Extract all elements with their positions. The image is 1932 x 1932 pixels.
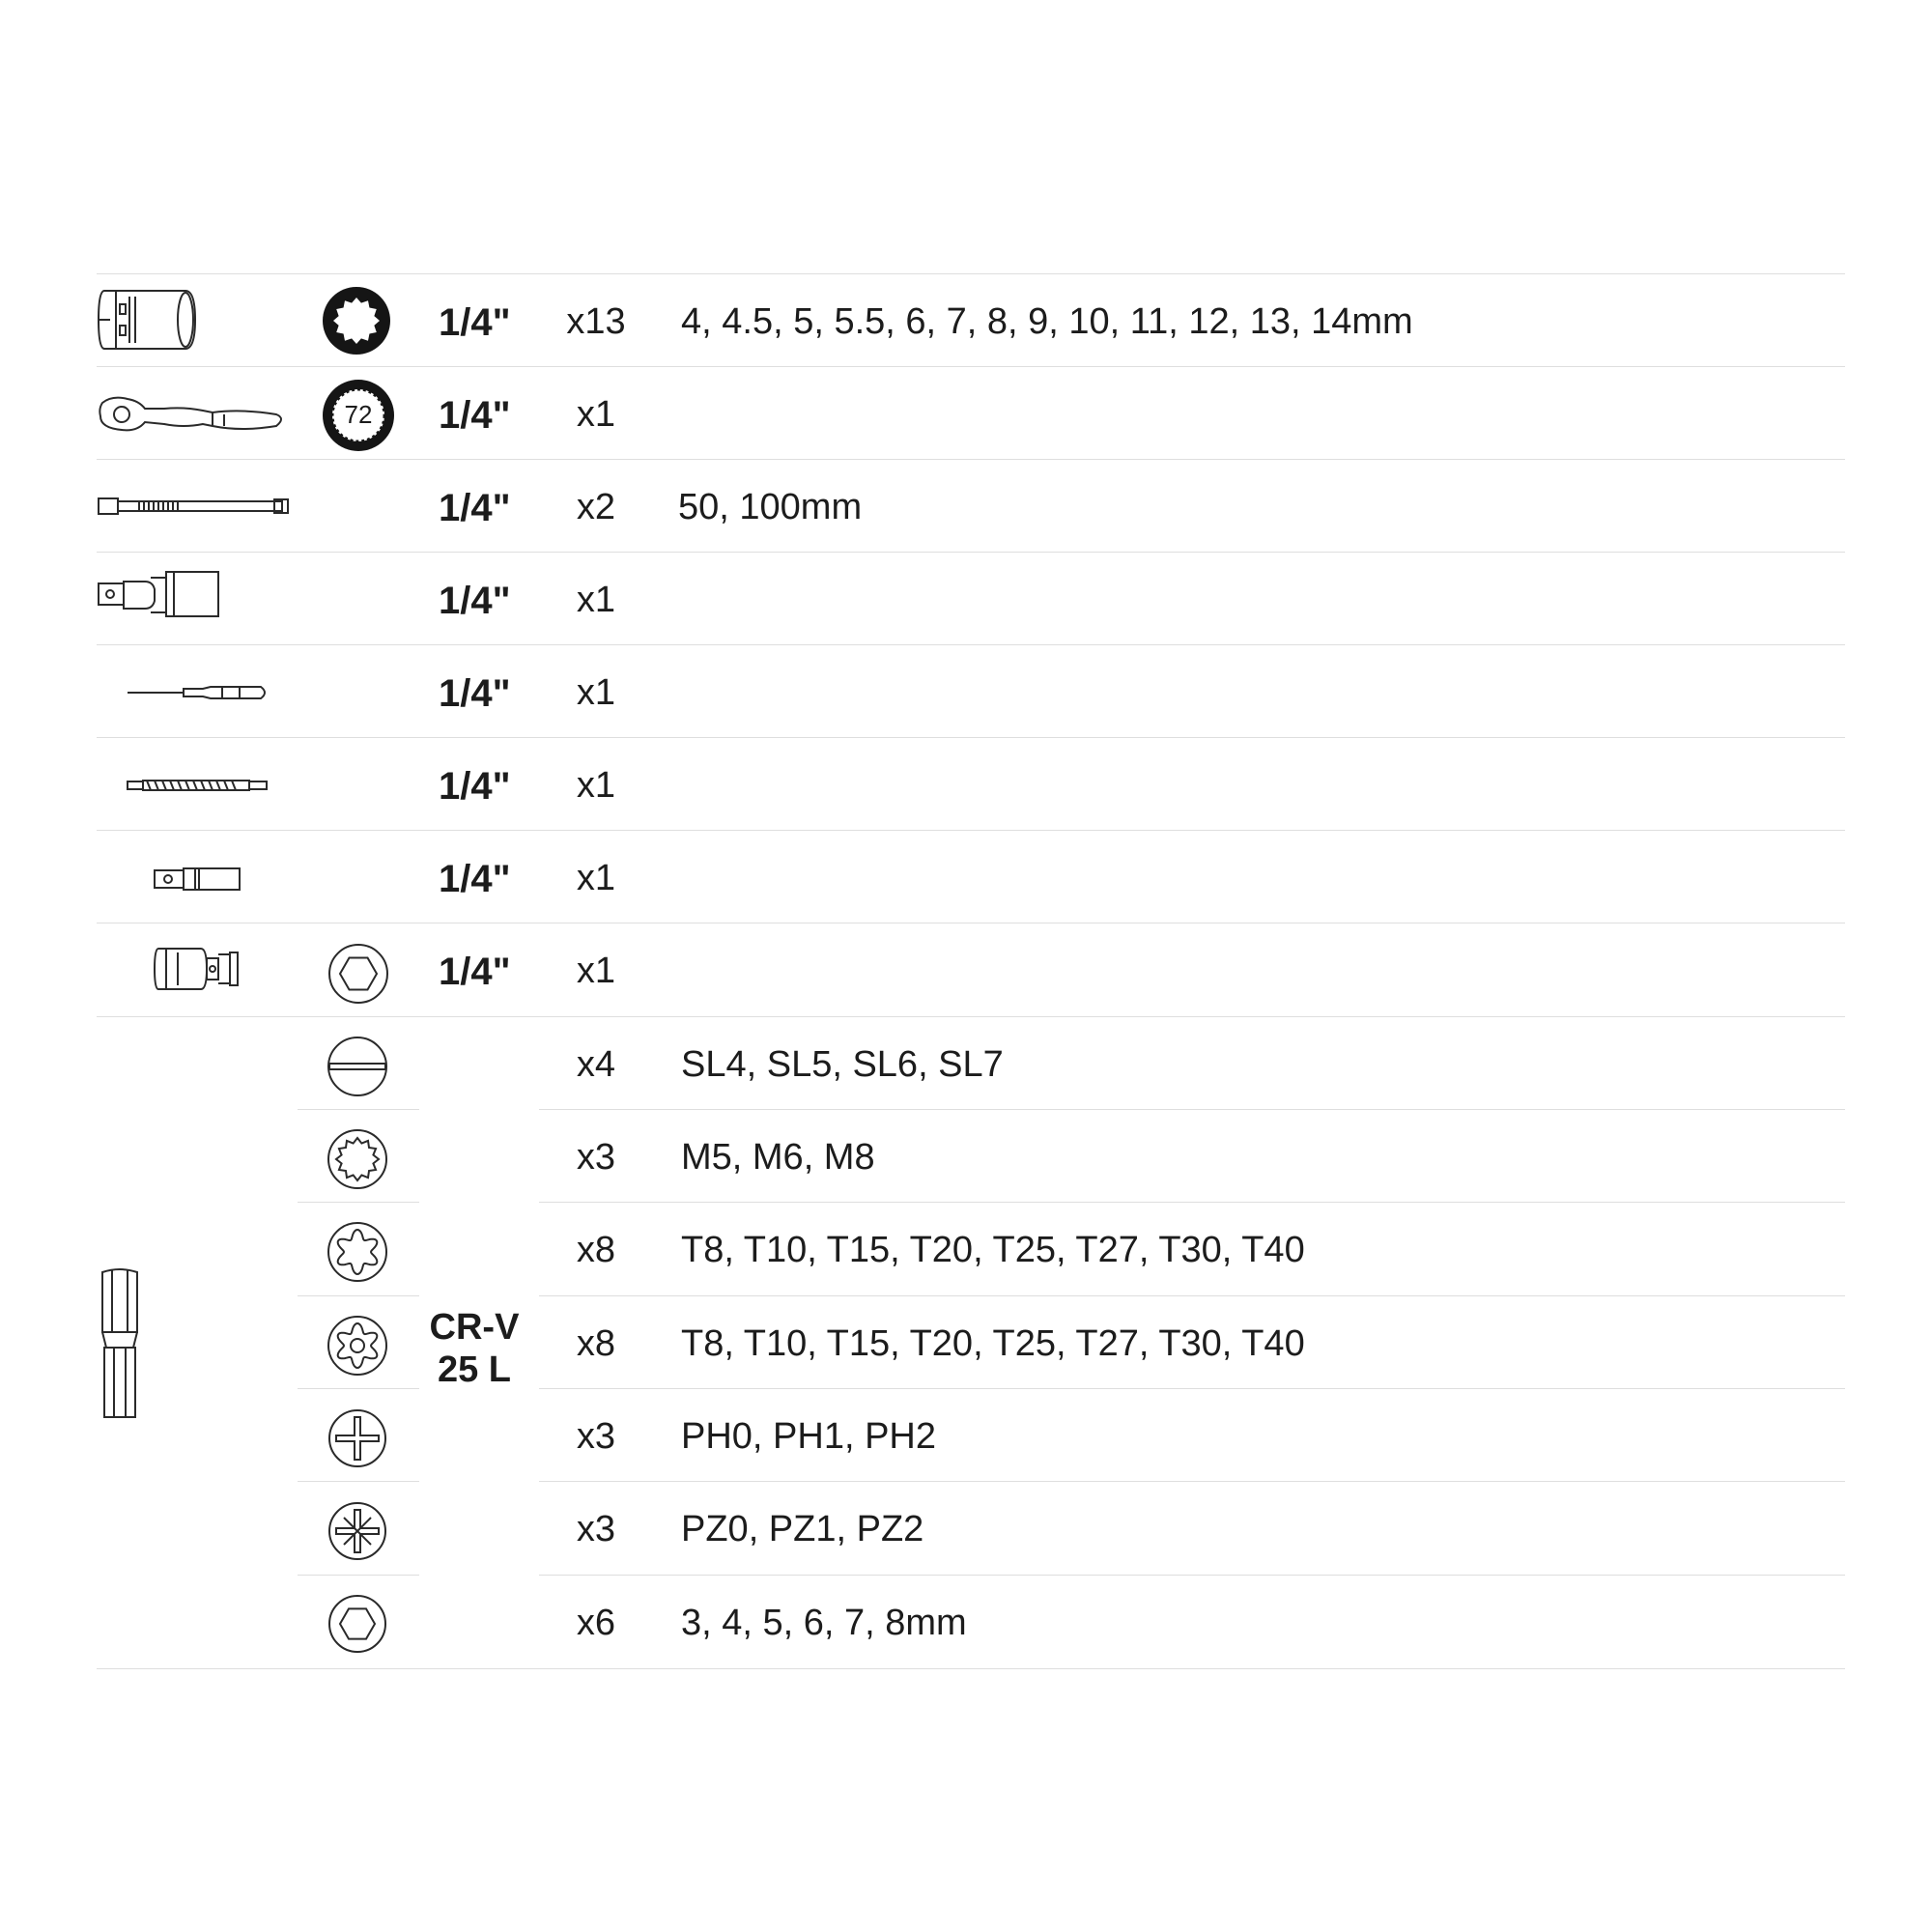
divider [298,1295,419,1296]
divider [97,830,1845,831]
size-list: PH0, PH1, PH2 [681,1416,936,1457]
torx-profile-icon [327,1221,388,1283]
divider [97,644,1845,645]
quantity: x8 [576,1230,616,1270]
divider [97,273,1845,274]
size-list: SL4, SL5, SL6, SL7 [681,1044,1004,1085]
drive-size: 1/4" [439,672,511,715]
quantity: x13 [566,301,626,342]
divider [539,1388,1845,1389]
divider [97,1016,1845,1017]
quantity: x1 [576,394,616,435]
torx-tamper-profile-icon [327,1315,388,1377]
quantity: x1 [576,580,616,620]
quantity: x4 [576,1044,616,1085]
quantity: x2 [576,487,616,527]
divider [97,366,1845,367]
quantity: x3 [576,1416,616,1457]
quantity: x6 [576,1603,616,1643]
drive-size: 1/4" [439,394,511,437]
divider [298,1575,419,1576]
ratchet-handle-icon [97,389,288,438]
drive-size: 1/4" [439,301,511,344]
slotted-profile-icon [327,1036,388,1097]
divider [539,1481,1845,1482]
size-list: 3, 4, 5, 6, 7, 8mm [681,1603,967,1643]
phillips-profile-icon [327,1408,387,1468]
pozidriv-profile-icon [327,1501,387,1561]
quantity: x3 [576,1137,616,1178]
drive-size: 1/4" [439,858,511,900]
divider [298,1109,419,1110]
size-list: T8, T10, T15, T20, T25, T27, T30, T40 [681,1323,1305,1364]
bit-adapter-icon [153,866,243,893]
drive-size: 1/4" [439,951,511,993]
size-list: PZ0, PZ1, PZ2 [681,1509,924,1549]
bit-material: CR-V [429,1307,520,1348]
size-list: T8, T10, T15, T20, T25, T27, T30, T40 [681,1230,1305,1270]
spinner-handle-icon [126,683,270,702]
bit-length: 25 L [437,1350,512,1390]
hex-profile-icon [327,943,389,1005]
screwdriver-bit-icon [99,1266,141,1421]
quantity: x1 [576,765,616,806]
divider [539,1575,1845,1576]
socket-icon [97,287,199,353]
extension-bar-icon [97,495,290,518]
divider [298,1202,419,1203]
divider [97,737,1845,738]
divider [539,1109,1845,1110]
hex-profile-icon [327,1594,387,1654]
size-list: 4, 4.5, 5, 5.5, 6, 7, 8, 9, 10, 11, 12, 13, 14mm [681,301,1413,342]
divider [97,552,1845,553]
spline-profile-icon [327,1128,388,1190]
size-list: M5, M6, M8 [681,1137,875,1178]
universal-joint-icon [97,570,222,620]
12-point-profile-icon [322,286,391,355]
universal-socket-icon [153,945,242,993]
divider [298,1481,419,1482]
quantity: x1 [576,672,616,713]
drive-size: 1/4" [439,580,511,622]
flexible-extension-icon [126,778,270,793]
72-teeth-label: 72 [344,400,373,429]
divider [97,1668,1845,1669]
size-list: 50, 100mm [678,487,863,527]
quantity: x3 [576,1509,616,1549]
divider [97,459,1845,460]
divider [298,1388,419,1389]
divider [539,1295,1845,1296]
quantity: x1 [576,951,616,991]
divider [539,1202,1845,1203]
quantity: x1 [576,858,616,898]
drive-size: 1/4" [439,487,511,529]
drive-size: 1/4" [439,765,511,808]
quantity: x8 [576,1323,616,1364]
